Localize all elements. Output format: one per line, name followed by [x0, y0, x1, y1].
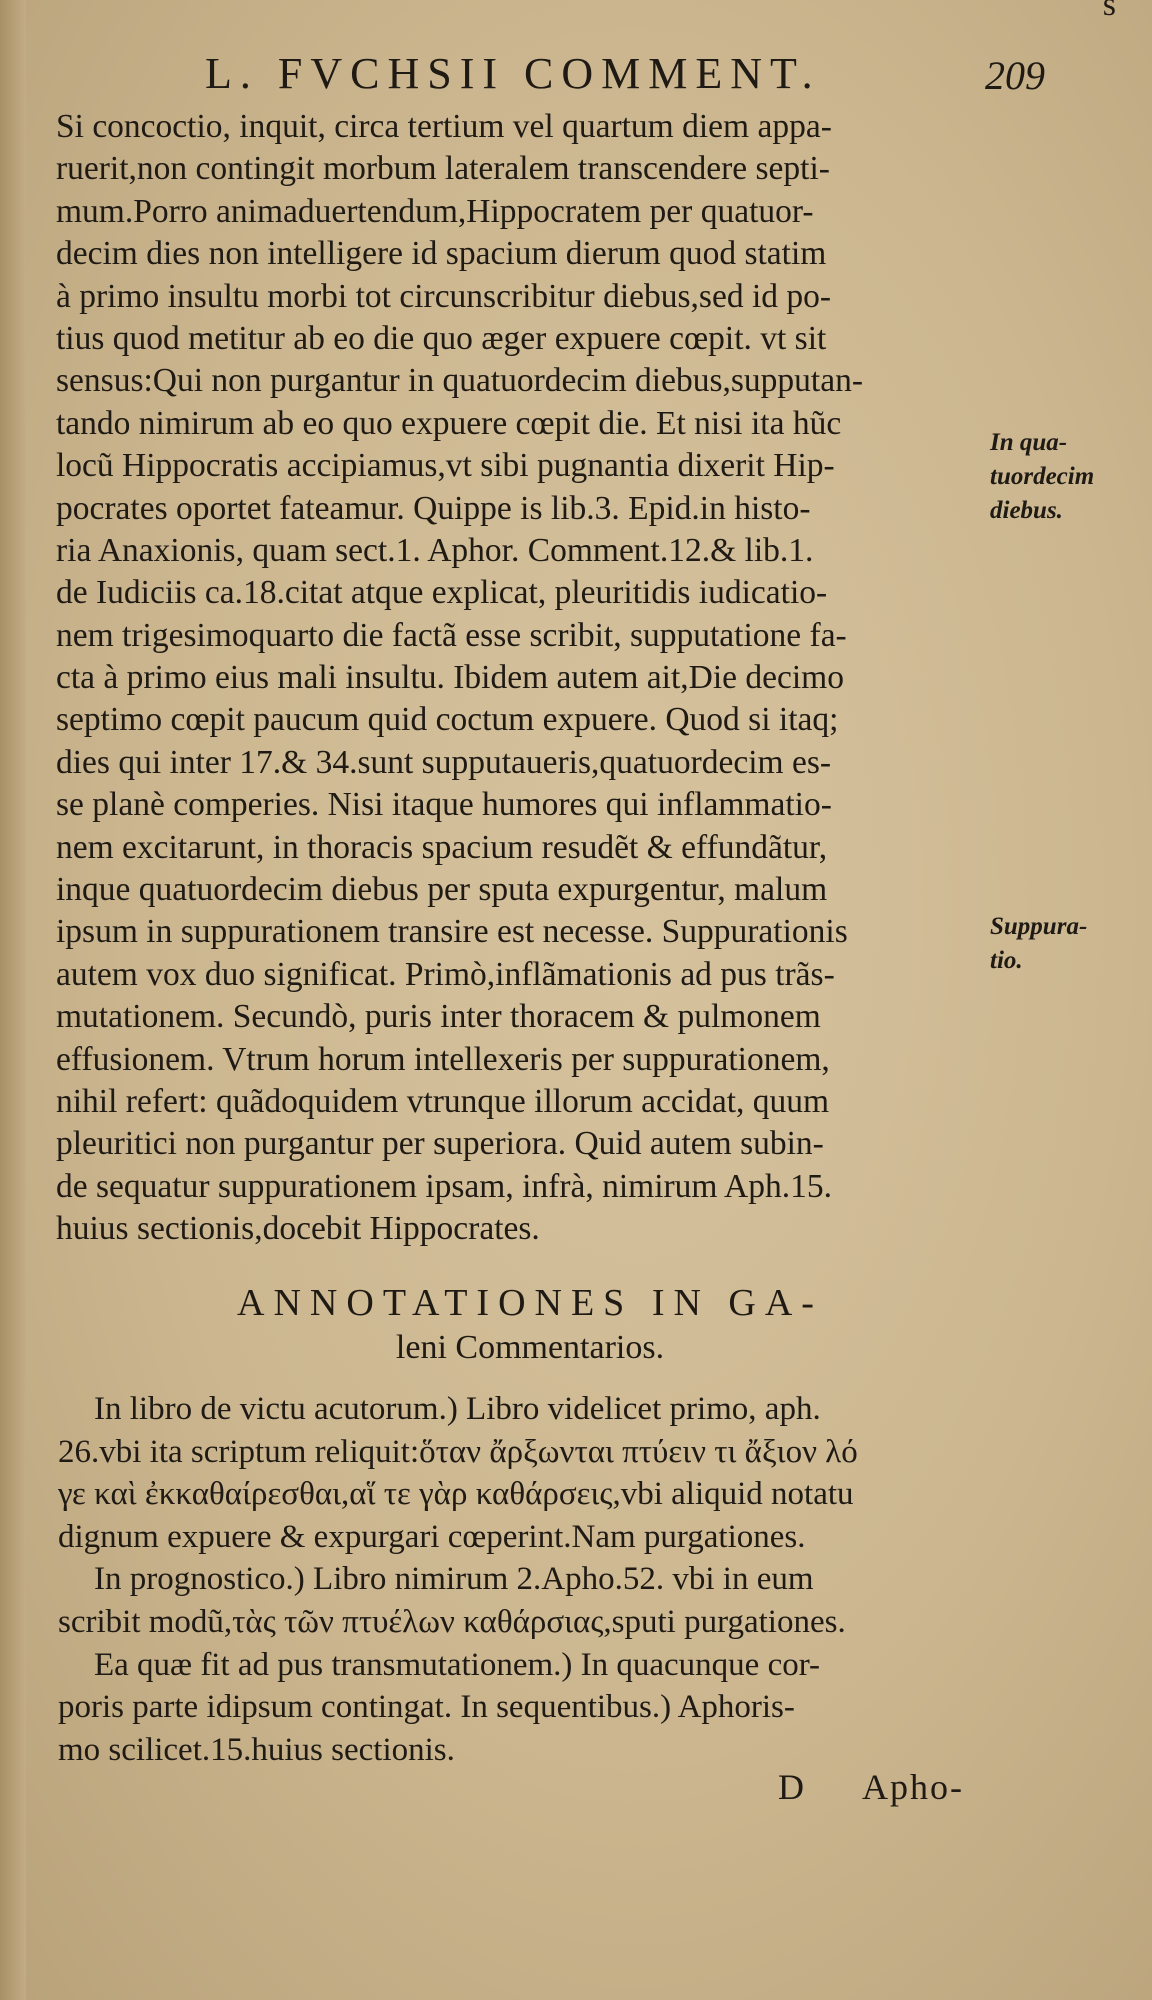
body-line: de sequatur suppurationem ipsam, infrà, nimirum Aph.15. [56, 1167, 832, 1205]
running-head [205, 48, 1045, 108]
body-line: huius sectionis,docebit Hippocrates. [56, 1210, 540, 1248]
body-line: à primo insultu morbi tot circunscribitur diebus,sed id po- [56, 277, 832, 315]
body-line: ipsum in suppurationem transire est necesse. Suppurationis [56, 913, 848, 951]
catchword-text: Apho- [862, 1767, 964, 1807]
annotation-line: γε καὶ ἐκκαθαίρεσθαι,αἵ τε γὰρ καθάρσεις,vbi aliquid notatu [58, 1476, 854, 1513]
body-line: cta à primo eius mali insultu. Ibidem autem ait,Die decimo [56, 659, 844, 697]
body-line: sensus:Qui non purgantur in quatuordecim diebus,supputan- [56, 362, 863, 400]
commentary-body [56, 106, 981, 1251]
body-line: decim dies non intelligere id spacium dierum quod statim [56, 235, 827, 273]
page-binding-edge [0, 0, 26, 2000]
body-line: se planè comperies. Nisi itaque humores qui inflammatio- [56, 786, 832, 824]
body-line: Si concoctio, inquit, circa tertium vel quartum diem appa- [56, 108, 832, 145]
body-line: dies qui inter 17.& 34.sunt supputaueris,quatuordecim es- [56, 743, 832, 781]
margin-note-line: In qua- [990, 429, 1068, 456]
running-head-title: L. FVCHSII COMMENT. [205, 49, 821, 98]
annotation-line: poris parte idipsum contingat. In sequentibus.) Aphoris- [58, 1689, 795, 1726]
margin-note-line: diebus. [990, 497, 1063, 524]
page-number: 209 [985, 53, 1045, 98]
section-heading [120, 1280, 940, 1370]
margin-note-line: Suppura- [990, 913, 1088, 940]
body-line: mutationem. Secundò, puris inter thoracem & pulmonem [56, 998, 821, 1036]
margin-note-line: tuordecim [990, 463, 1095, 490]
annotation-line: scribit modũ,τὰς τῶν πτυέλων καθάρσιας,sputi purgationes. [58, 1603, 846, 1640]
annotation-line: 26.vbi ita scriptum reliquit:ὅταν ἄρξωνται πτύειν τι ἄξιον λό [58, 1433, 858, 1470]
body-line: effusionem. Vtrum horum intellexeris per suppurationem, [56, 1040, 830, 1078]
body-line: nihil refert: quãdoquidem vtrunque illorum accidat, quum [56, 1082, 830, 1120]
corner-mark: s [1102, 0, 1116, 23]
body-line: nem excitarunt, in thoracis spacium resudẽt & effundãtur, [56, 828, 828, 866]
body-line: ruerit,non contingit morbum lateralem transcendere septi- [56, 150, 830, 188]
body-line: inque quatuordecim diebus per sputa expurgentur, malum [56, 871, 828, 909]
body-line: autem vox duo significat. Primò,inflãmationis ad pus trãs- [56, 955, 835, 993]
annotation-line: dignum expuere & expurgari cœperint.Nam purgationes. [58, 1518, 806, 1555]
body-line: de Iudiciis ca.18.citat atque explicat, pleuritidis iudicatio- [56, 574, 828, 612]
section-heading-line: leni Commentarios. [395, 1329, 665, 1366]
annotation-line: In prognostico.) Libro nimirum 2.Apho.52. vbi in eum [94, 1561, 814, 1598]
body-line: locũ Hippocratis accipiamus,vt sibi pugnantia dixerit Hip- [56, 447, 835, 485]
body-line: ria Anaxionis, quam sect.1. Aphor. Comment.12.& lib.1. [56, 531, 814, 569]
body-line: tius quod metitur ab eo die quo æger expuere cœpit. vt sit [56, 319, 827, 357]
body-line: nem trigesimoquarto die factã esse scribit, supputatione fa- [56, 616, 847, 654]
catchword [778, 1766, 964, 1808]
annotation-line: In libro de victu acutorum.) Libro videlicet primo, aph. [94, 1391, 821, 1427]
margin-note-line: tio. [990, 947, 1023, 974]
margin-note-quatuordecim [990, 426, 1094, 528]
body-line: mum.Porro animaduertendum,Hippocratem per quatuor- [56, 192, 814, 230]
signature-mark: D [778, 1767, 806, 1807]
annotation-line: Ea quæ fit ad pus transmutationem.) In quacunque cor- [94, 1646, 821, 1683]
body-line: tando nimirum ab eo quo expuere cœpit die. Et nisi ita hũc [56, 404, 842, 442]
section-heading-line: ANNOTATIONES IN GA- [237, 1282, 823, 1324]
margin-note-suppuratio [990, 910, 1087, 978]
body-line: pleuritici non purgantur per superiora. Quid autem subin- [56, 1125, 824, 1163]
body-line: septimo cœpit paucum quid coctum expuere. Quod si itaq; [56, 701, 839, 739]
body-line: pocrates oportet fateamur. Quippe is lib.3. Epid.in histo- [56, 489, 811, 527]
annotation-line: mo scilicet.15.huius sectionis. [58, 1731, 455, 1768]
annotations-body [58, 1388, 983, 1771]
